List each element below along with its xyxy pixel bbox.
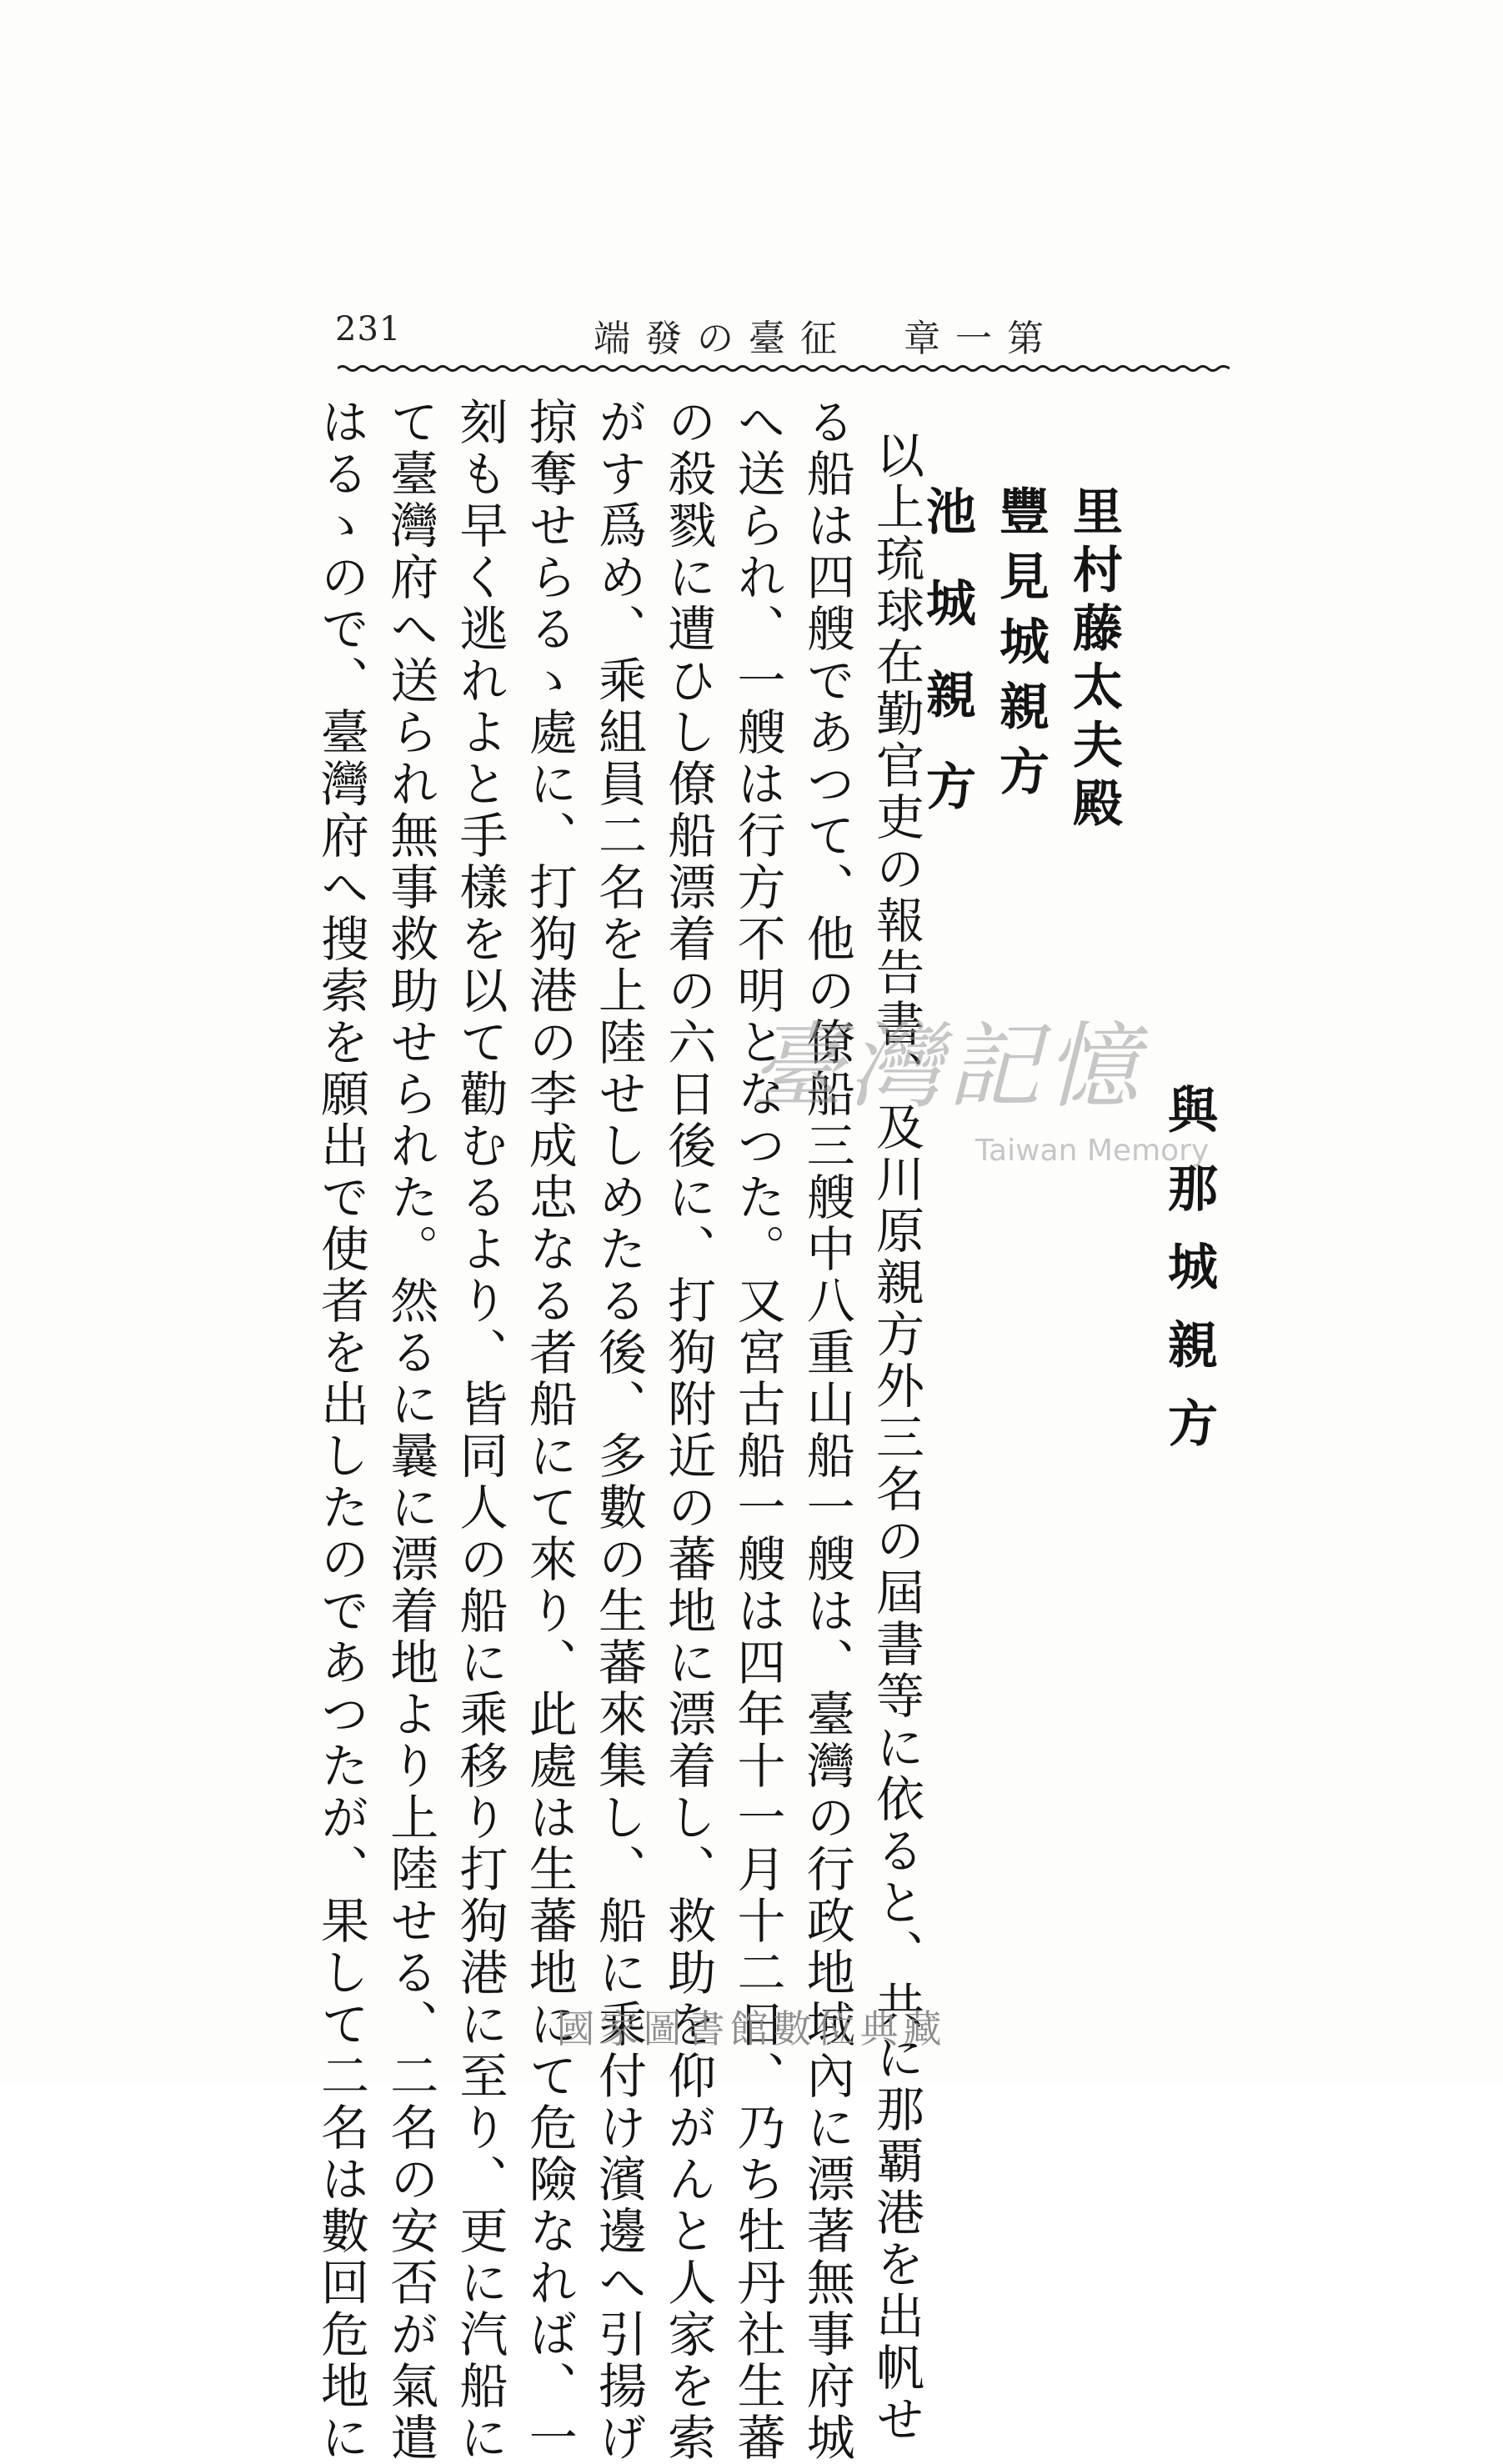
page-number: 231 — [335, 310, 402, 348]
signatory-ikegusuku: 池城親方 — [918, 485, 976, 852]
running-header-title: 第一章 征臺の發端 — [594, 318, 1059, 360]
body-line: がす爲め、乘組員二名を上陸せしめたる後、多數の生蕃來集し、船に乘付け濱邊へ引揚げ — [590, 397, 647, 2464]
body-line: へ送られ、一艘は行方不明となつた。又宮古船一艘は四年十一月十二日、乃ち牡丹社生蕃 — [729, 397, 786, 2464]
body-line: の殺戮に遭ひし僚船漂着の六日後に、打狗附近の蕃地に漂着し、救助を仰がんと人家を索 — [659, 397, 717, 2464]
body-line: て臺灣府へ送られ無事救助せられた。然るに曩に漂着地より上陸せる、二名の安否が氣遣 — [382, 397, 439, 2464]
body-line: 以上琉球在勤官吏の報告書、及川原親方外三名の屆書等に依ると、共に那覇港を出帆せ — [868, 430, 924, 2446]
header-rule — [338, 363, 1230, 373]
watermark-title: 臺灣記憶 — [750, 1013, 1144, 1121]
body-line: 掠奪せらるゝ處に、打狗港の李成忠なる者船にて來り、此處は生蕃地にて危險なれば、一 — [520, 397, 578, 2464]
body-line: はるゝので、臺灣府へ搜索を願出で使者を出したのであつたが、果して二名は數回危地に — [313, 397, 369, 2464]
body-line: る船は四艘であつて、他の僚船三艘中八重山船一艘は、臺灣の行政地域內に漂著無事府城 — [798, 397, 855, 2464]
footer-credit: 國家圖書館數位典藏 — [556, 2006, 947, 2051]
watermark-subtitle: Taiwan Memory — [975, 1134, 1210, 1168]
signatory-tomigusuku: 豐見城親方 — [991, 485, 1050, 810]
signatory-satomura: 里村藤太夫殿 — [1065, 485, 1123, 835]
body-line: 刻も早く逃れよと手樣を以て勸むるより、皆同人の船に乘移り打狗港に至り、更に汽船に — [451, 397, 509, 2464]
signatory-yonagusuku: 與那城親方 — [1160, 1084, 1218, 1475]
